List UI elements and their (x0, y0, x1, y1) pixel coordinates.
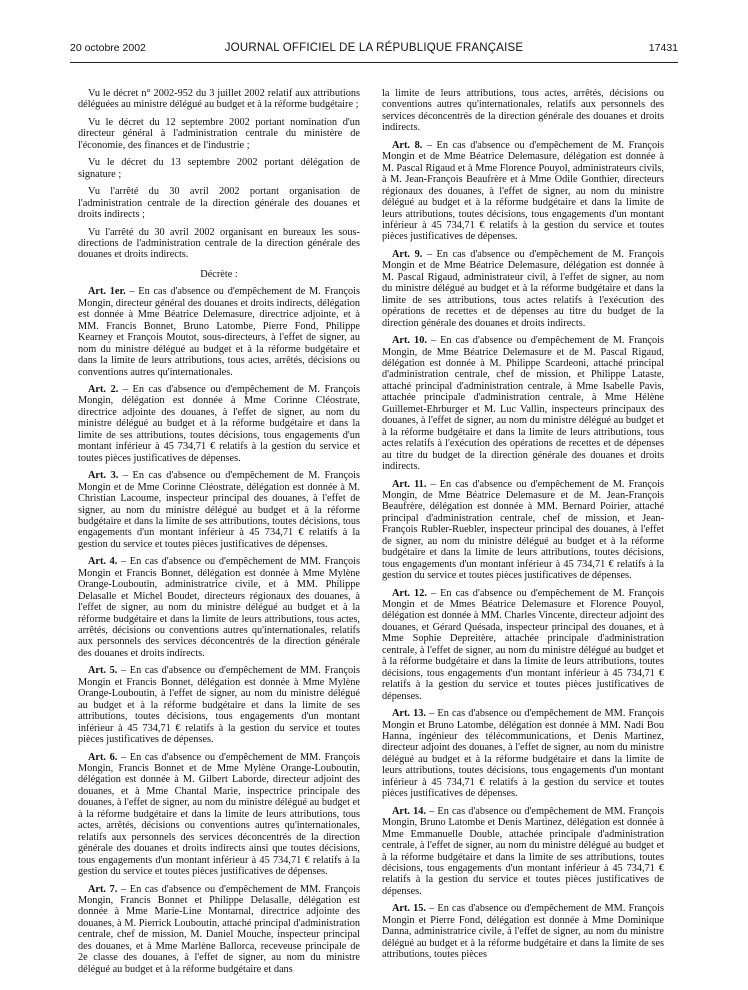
article-number: Art. 7. (88, 883, 118, 895)
article-number: Art. 2. (88, 383, 119, 395)
article-text: – En cas d'absence ou d'empêchement de M. François Mongin, de Mme Béatrice Delemasure et de M. Jean-François Beaufrère, délégation est donnée à MM. Bernard Poirier, attaché principal d'administration centrale, chef de mission, et Jean-François Rubler-Ruebler, inspecteur principal des douanes, à l'effet de signer, au nom du ministre délégué au budget et à la réforme budgétaire et dans la limite de leurs attributions, toutes décisions, tous engagements d'un montant inférieur à 45 734,71 € relatifs à la gestion du service et toutes pièces justificatives de dépenses. (382, 478, 664, 582)
article-text: – En cas d'absence ou d'empêchement de MM. François Mongin et Bruno Latombe, délégation est donnée à MM. Nadi Bou Hanna, ingénieur des télécommunications, et Denis Martinez, directeur adjoint des douanes, à l'effet de signer, au nom du ministre délégué au budget et à la réforme budgétaire et dans la limite de leurs attributions, toutes décisions, tous engagements d'un montant inférieur à 45 734,71 € relatifs à la gestion du service et toutes pièces justificatives de dépenses. (382, 708, 664, 800)
article-text: – En cas d'absence ou d'empêchement de M. François Mongin et de Mme Béatrice Delemasure, délégation est donnée à M. Pascal Rigaud, administrateur civil, à l'effet de signer, au nom du ministre délégué au budget et à la réforme budgétaire et dans la limite de ses attributions, tous actes relatifs à l'exécution des opérations de recettes et de dépenses au titre du budget de la direction générale des douanes et droits indirects. (382, 248, 664, 329)
article-number: Art. 13. (392, 708, 427, 720)
journal-title: JOURNAL OFFICIEL DE LA RÉPUBLIQUE FRANÇAISE (224, 42, 524, 54)
article-text: – En cas d'absence ou d'empêchement de MM. François Mongin, Francis Bonnet et Philippe Delasalle, délégation est donnée à Mme Marie-Line Montarnal, directrice adjointe des douanes, à M. Pierrick Louboutin, attaché principal d'administration centrale, chef de mission, M. Daniel Mouche, inspecteur principal des douanes, et à Mme Marlène Ballorca, receveuse principale de 2e classe des douanes, à l'effet de signer, au nom du ministre délégué au budget et à la réforme budgétaire et dans (78, 883, 360, 975)
article-number: Art. 11. (392, 478, 427, 490)
visa-paragraph: Vu le décret n° 2002-952 du 3 juillet 2002 relatif aux attributions déléguées au ministre délégué au budget et à la réforme budgétaire ; (78, 88, 360, 111)
article-paragraph (78, 665, 360, 745)
article-number: Art. 12. (392, 587, 427, 599)
article-number: Art. 5. (88, 665, 118, 677)
article-text: – En cas d'absence ou d'empêchement de M. François Mongin et de Mme Corinne Cléostrate, délégation est donnée à M. Christian Lacoume, inspecteur principal des douanes, à l'effet de signer, au nom du ministre délégué au budget et à la réforme budgétaire et dans la limite de ses attributions, toutes décisions, tous engagements d'un montant inférieur à 45 734,71 € relatifs à la gestion du service et toutes pièces justificatives de dépenses. (78, 470, 360, 550)
article-paragraph (78, 384, 360, 464)
article-paragraph (78, 556, 360, 659)
visa-paragraph: Vu l'arrêté du 30 avril 2002 portant organisation de l'administration centrale de la direction générale des douanes et droits indirects ; (78, 186, 360, 221)
article-text: – En cas d'absence ou d'empêchement de MM. François Mongin, Bruno Latombe et Denis Martinez, délégation est donnée à Mme Emmanuelle Double, attachée principale d'administration centrale, à l'effet de signer, au nom du ministre délégué au budget et à la réforme budgétaire et dans la limite de ses attributions, toutes décisions, tous engagements d'un montant inférieur à 45 734,71 € relatifs à la gestion du service et toutes pièces justificatives de dépenses. (382, 805, 664, 897)
article-number: Art. 4. (88, 556, 118, 568)
decrete-heading: Décrète : (200, 268, 238, 280)
article-number: Art. 9. (392, 248, 423, 260)
article-paragraph (382, 249, 664, 329)
article-paragraph (78, 752, 360, 878)
article-paragraph (78, 470, 360, 550)
right-column (382, 88, 664, 961)
article-text: – En cas d'absence ou d'empêchement de MM. François Mongin et Francis Bonnet, délégation est donnée à Mme Mylène Orange-Louboutin, administratrice civile, et à MM. Philippe Delasalle et Michel Boudet, directeurs régionaux des douanes, à l'effet de signer, au nom du ministre délégué au budget et à la réforme budgétaire et dans la limite de leurs attributions, tous actes, arrêtés, décisions ou conventions autres qu'internationales, relatifs aux personnels des services déconcentrés de la direction générale des douanes et droits indirects. (78, 556, 360, 659)
visa-paragraph: Vu le décret du 12 septembre 2002 portant nomination d'un directeur général à l'administration centrale du ministère de l'économie, des finances et de l'industrie ; (78, 116, 360, 151)
article-number: Art. 3. (88, 470, 119, 482)
left-column (78, 88, 360, 975)
visa-paragraph: Vu le décret du 13 septembre 2002 portant délégation de signature ; (78, 157, 360, 180)
article-number: Art. 14. (392, 805, 427, 817)
article-text: – En cas d'absence ou d'empêchement de M. François Mongin et de Mmes Béatrice Delemasure et Florence Pouyol, délégation est donnée à MM. Charles Vincente, directeur adjoint des douanes, et Gérard Quésada, inspecteur principal des douanes, et à Mme Sophie Depreitère, attachée principale d'administration centrale, à l'effet de signer, au nom du ministre délégué au budget et à la réforme budgétaire et dans la limite de leurs attributions, toutes décisions, tous engagements d'un montant inférieur à 45 734,71 € relatifs à la gestion du service et toutes pièces justificatives de dépenses. (382, 587, 664, 702)
article-paragraph (382, 335, 664, 472)
article-paragraph (382, 708, 664, 800)
issue-date: 20 octobre 2002 (70, 42, 146, 54)
article-paragraph (78, 286, 360, 378)
article-paragraph (382, 140, 664, 243)
article-text: – En cas d'absence ou d'empêchement de MM. François Mongin et Pierre Fond, délégation est donnée à Mme Dominique Danna, administratrice civile, à l'effet de signer, au nom du ministre délégué au budget et à la réforme budgétaire et dans la limite de ses attributions, toutes pièces (382, 903, 664, 961)
article-paragraph (78, 884, 360, 976)
article-paragraph (382, 479, 664, 582)
page-header (70, 42, 678, 58)
article-paragraph (382, 588, 664, 703)
article-number: Art. 15. (392, 903, 427, 915)
page-number: 17431 (648, 42, 678, 54)
article-text: – En cas d'absence ou d'empêchement de MM. François Mongin et Francis Bonnet, délégation est donnée à Mme Mylène Orange-Louboutin, à l'effet de signer, au nom du ministre délégué au budget et à la réforme budgétaire et dans la limite de ses attributions, toutes décisions, tous engagements d'un montant inférieur à 45 734,71 € relatifs à la gestion du service et toutes pièces justificatives de dépenses. (78, 665, 360, 746)
article-text: – En cas d'absence ou d'empêchement de M. François Mongin, délégation est donnée à Mme Corinne Cléostrate, directrice adjointe des douanes, à l'effet de signer, au nom du ministre délégué au budget et à la réforme budgétaire et dans la limite de ses attributions, toutes décisions, tous engagements d'un montant inférieur à 45 734,71 € relatifs à la gestion du service et toutes pièces justificatives de dépenses. (78, 383, 360, 464)
visa-paragraph: Vu l'arrêté du 30 avril 2002 organisant en bureaux les sous-directions de l'administration centrale de la direction générale des douanes et droits indirects. (78, 226, 360, 261)
article-number: Art. 8. (392, 139, 423, 151)
continuation-paragraph: la limite de leurs attributions, tous actes, arrêtés, décisions ou conventions autres qu'internationales, relatifs aux personnels des services déconcentrés de la direction générale des douanes et droits indirects. (382, 88, 664, 134)
article-paragraph (382, 806, 664, 898)
article-number: Art. 6. (88, 751, 118, 763)
article-number: Art. 1er. (88, 286, 126, 298)
article-text: – En cas d'absence ou d'empêchement de M. François Mongin, de Mme Béatrice Delemasure et de M. Pascal Rigaud, délégation est donnée à M. Philippe Scardeoni, attaché principal d'administration centrale, chef de mission, et Philippe Lataste, attaché principal d'administration centrale, à Mme Isabelle Pavis, attachée principale d'administration centrale, à Mme Hélène Guillemet-Ehrburger et M. Luc Vallin, inspecteurs principaux des douanes, à l'effet de signer, au nom du ministre délégué au budget et à la réforme budgétaire et dans la limite de leurs attributions, tous actes relatifs à l'exécution des opérations de recettes et de dépenses au titre du budget de la direction générale des douanes et droits indirects. (382, 335, 664, 473)
article-text: – En cas d'absence ou d'empêchement de M. François Mongin, directeur général des douanes et droits indirects, délégation est donnée à Mme Béatrice Delemasure, directrice adjointe, et à MM. Francis Bonnet, Bruno Latombe, Pierre Fond, Philippe Kearney et François Moutot, sous-directeurs, à l'effet de signer, au nom du ministre délégué au budget et à la réforme budgétaire et dans la limite de leurs attributions, tous actes, arrêtés, décisions ou conventions autres qu'internationales. (78, 286, 360, 378)
header-rule (70, 62, 678, 63)
article-paragraph (382, 903, 664, 960)
article-text: – En cas d'absence ou d'empêchement de MM. François Mongin, Francis Bonnet et de Mme Mylène Orange-Louboutin, délégation est donnée à M. Gilbert Laborde, directeur adjoint des douanes, et à Mme Chantal Marie, inspectrice principale des douanes, à l'effet de signer, au nom du ministre délégué au budget et à la réforme budgétaire et dans la limite de leurs attributions, tous actes, arrêtés, décisions ou conventions autres qu'internationales, relatifs aux personnels des services déconcentrés de la direction générale des douanes et droits indirects ainsi que toutes décisions, tous engagements d'un montant inférieur à 45 734,71 € relatifs à la gestion du service et toutes pièces justificatives de dépenses. (78, 751, 360, 878)
article-number: Art. 10. (392, 335, 427, 347)
article-text: – En cas d'absence ou d'empêchement de M. François Mongin et de Mme Béatrice Delemasure, délégation est donnée à M. Pascal Rigaud et à Mme Florence Pouyol, administrateurs civils, à M. Jean-François Beaufrère et à Mme Odile Gonthier, directeurs régionaux des douanes, à l'effet de signer, au nom du ministre délégué au budget et à la réforme budgétaire et dans la limite de leurs attributions, toutes décisions, tous engagements d'un montant inférieur à 45 734,71 € relatifs à la gestion du service et toutes pièces justificatives de dépenses. (382, 139, 664, 243)
